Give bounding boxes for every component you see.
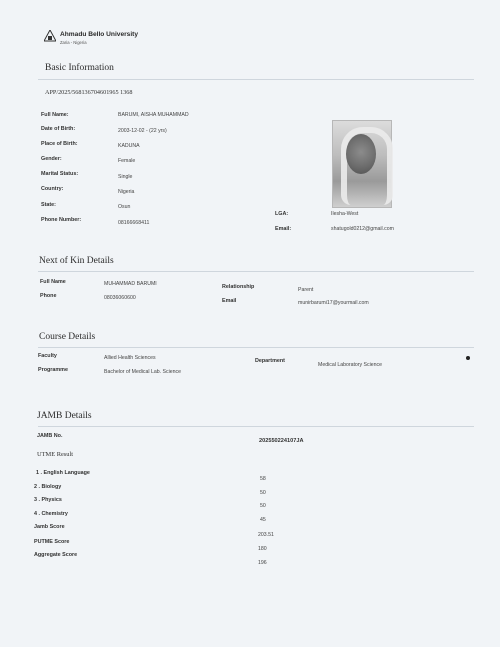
marital-status-value: Single [118,174,133,180]
full-name-label: Full Name: [41,112,69,118]
jamb-score-value: 203.51 [258,532,274,538]
kin-relationship-value: Parent [298,287,314,293]
dob-label: Date of Birth: [41,126,76,132]
country-label: Country: [41,186,64,192]
department-value: Medical Laboratory Science [318,362,383,368]
pob-value: KADUNA [118,143,140,149]
lga-label: LGA: [275,211,289,217]
gender-value: Female [118,158,136,164]
applicant-photo [332,120,392,208]
subject-1-score: 58 [260,476,266,482]
full-name-value: BARUMI, AISHA MUHAMMAD [118,112,189,118]
marital-status-label: Marital Status: [41,171,79,177]
divider [38,347,474,348]
state-value: Osun [118,204,131,210]
jamb-no-label: JAMB No. [37,433,63,439]
kin-title: Next of Kin Details [39,256,114,266]
lga-value: Ilesha-West [331,211,359,217]
application-number: APP/2025/568136704601965 1368 [45,89,133,96]
pob-label: Place of Birth: [41,141,78,147]
kin-email-label: Email [222,298,237,304]
putme-score-value: 180 [258,546,267,552]
jamb-title: JAMB Details [37,411,92,421]
kin-full-name-value: MUHAMMAD BARUMI [104,281,157,287]
kin-email-value: munirbarumi17@yourmail.com [298,300,369,306]
university-name: Ahmadu Bello University [60,31,139,38]
subject-2-label: 2 . Biology [34,484,62,490]
state-label: State: [41,202,56,208]
phone-label: Phone Number: [41,217,82,223]
kin-full-name-label: Full Name [40,279,66,285]
faculty-value: Allied Health Sciences [104,355,156,361]
subject-4-score: 45 [260,517,266,523]
phone-value: 08166668411 [118,220,150,226]
email-value: shatugold0212@gmail.com [331,226,394,232]
subject-3-score: 50 [260,503,266,509]
subject-3-label: 3 . Physics [34,497,62,503]
programme-value: Bachelor of Medical Lab. Science [104,369,181,375]
programme-label: Programme [38,367,68,373]
university-logo-icon [44,30,56,42]
email-label: Email: [275,226,292,232]
aggregate-score-value: 196 [258,560,267,566]
department-label: Department [255,358,285,364]
dob-value: 2003-12-02 - (22 yrs) [118,128,167,134]
divider [38,271,474,272]
scan-mark [466,356,470,360]
country-value: Nigeria [118,189,135,195]
course-title: Course Details [39,332,96,342]
utme-result-heading: UTME Result [37,451,74,458]
putme-score-label: PUTME Score [34,539,70,545]
gender-label: Gender: [41,156,62,162]
subject-4-label: 4 . Chemistry [34,511,68,517]
divider [38,426,474,427]
subject-1-label: 1 . English Language [36,470,90,476]
divider [38,79,474,80]
basic-info-title: Basic Information [45,63,114,73]
university-location: Zaria - Nigeria [60,40,87,45]
subject-2-score: 50 [260,490,266,496]
faculty-label: Faculty [38,353,57,359]
aggregate-score-label: Aggregate Score [34,552,78,558]
kin-relationship-label: Relationship [222,284,255,290]
jamb-score-label: Jamb Score [34,524,65,530]
photo-face [346,134,376,174]
jamb-no-value: 202550224107JA [259,438,304,444]
kin-phone-label: Phone [40,293,57,299]
kin-phone-value: 08036060600 [104,295,136,301]
